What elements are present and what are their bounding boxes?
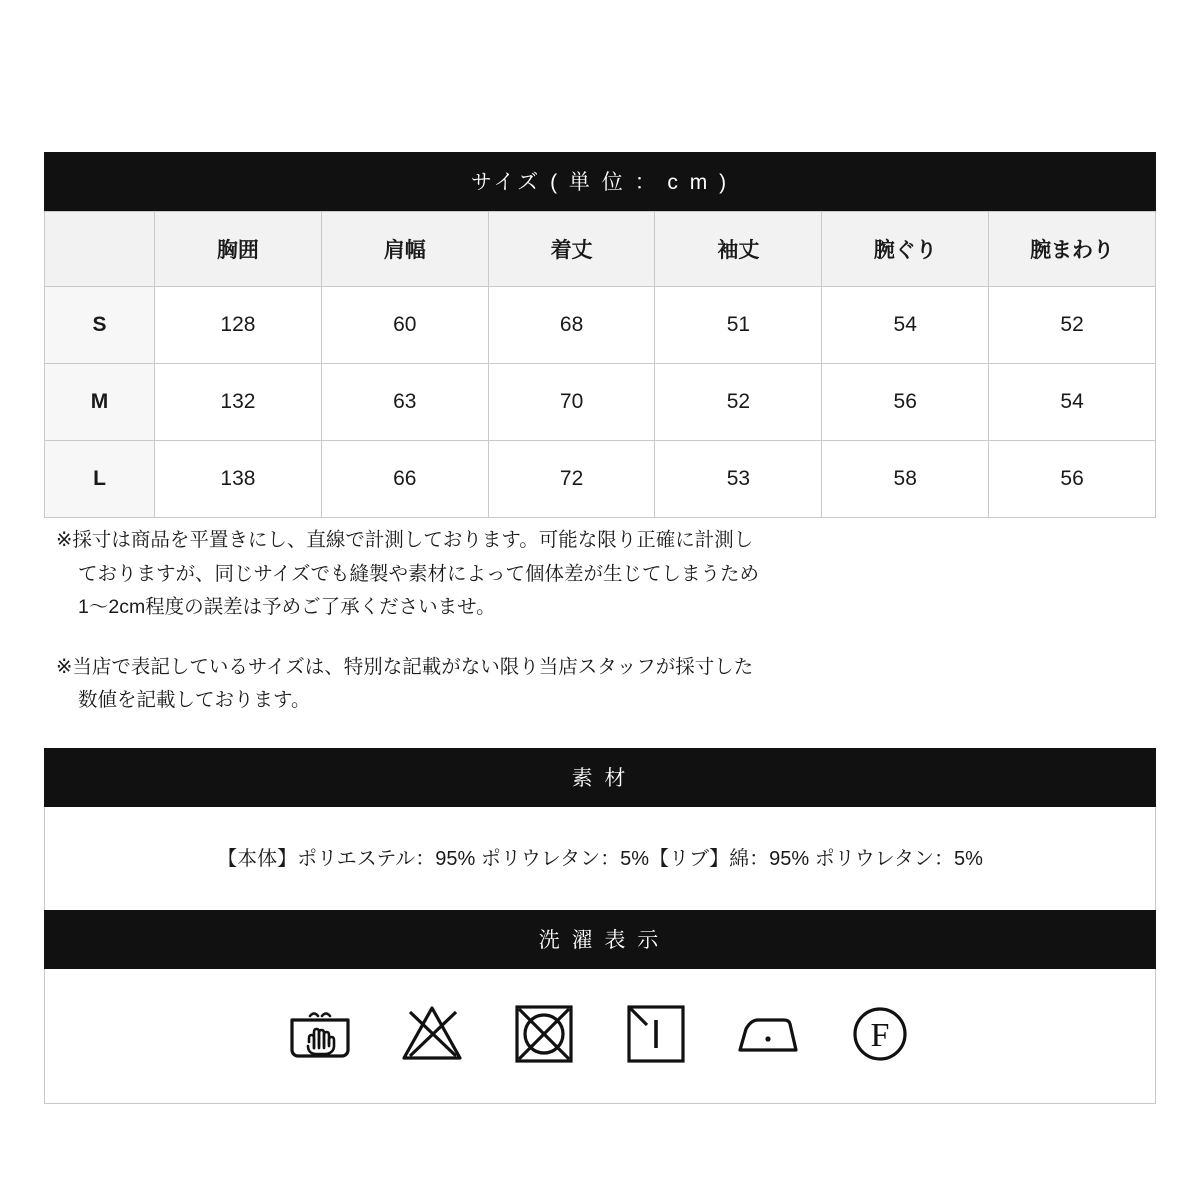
laundry-symbols (45, 995, 1155, 1073)
dry-clean-f-icon (841, 995, 919, 1073)
size-cell: 128 (155, 287, 322, 364)
line-dry-hanging-icon (617, 995, 695, 1073)
size-table-head (45, 212, 1156, 287)
table-row (45, 364, 1156, 441)
hand-wash-icon (281, 995, 359, 1073)
no-bleach-icon (393, 995, 471, 1073)
note-line: ※当店で表記しているサイズは、特別な記載がない限り当店スタッフが採寸した (56, 655, 754, 678)
size-row-label: L (45, 441, 155, 518)
laundry-section-header: 洗 濯 表 示 (44, 910, 1156, 969)
size-cell: 53 (655, 441, 822, 518)
size-table-header-row (45, 212, 1156, 287)
size-cell: 68 (488, 287, 655, 364)
size-cell: 138 (155, 441, 322, 518)
material-text: 【本体】ポリエステル：95% ポリウレタン：5%【リブ】綿：95% ポリウレタン：5% (44, 807, 1156, 914)
size-cell: 56 (822, 364, 989, 441)
svg-text:F: F (870, 1017, 890, 1054)
laundry-section (44, 910, 1156, 1104)
size-cell: 72 (488, 441, 655, 518)
size-table (44, 211, 1156, 518)
material-section-header: 素 材 (44, 748, 1156, 807)
size-cell: 52 (655, 364, 822, 441)
size-table-column-header: 肩幅 (321, 212, 488, 287)
note-line: 数値を記載しております。 (78, 689, 311, 712)
material-section (44, 748, 1156, 914)
size-cell: 58 (822, 441, 989, 518)
measurement-notes (56, 524, 1146, 718)
note-line: ※採寸は商品を平置きにし、直線で計測しております。可能な限り正確に計測し (56, 529, 754, 551)
size-table-corner-cell (45, 212, 155, 287)
size-table-body (45, 287, 1156, 518)
size-cell: 63 (321, 364, 488, 441)
table-row (45, 287, 1156, 364)
note-line: 1〜2cm程度の誤差は予めご了承くださいませ。 (78, 596, 496, 619)
laundry-symbols-container (44, 969, 1156, 1104)
size-cell: 54 (822, 287, 989, 364)
size-cell: 132 (155, 364, 322, 441)
size-table-column-header: 胸囲 (155, 212, 322, 287)
size-cell: 52 (989, 287, 1156, 364)
size-cell: 70 (488, 364, 655, 441)
size-cell: 51 (655, 287, 822, 364)
no-tumble-dry-icon (505, 995, 583, 1073)
iron-low-icon (729, 995, 807, 1073)
size-cell: 66 (321, 441, 488, 518)
note-line: ておりますが、同じサイズでも縫製や素材によって個体差が生じてしまうため (78, 562, 759, 585)
size-cell: 60 (321, 287, 488, 364)
note-store-policy (56, 651, 1146, 718)
size-table-column-header: 腕ぐり (822, 212, 989, 287)
size-cell: 54 (989, 364, 1156, 441)
size-row-label: S (45, 287, 155, 364)
note-measurement (56, 524, 1146, 625)
size-table-column-header: 袖丈 (655, 212, 822, 287)
table-row (45, 441, 1156, 518)
size-section-header: サイズ ( 単 位 ： c m ) (44, 152, 1156, 211)
size-table-column-header: 腕まわり (989, 212, 1156, 287)
size-section (44, 152, 1156, 518)
size-table-column-header: 着丈 (488, 212, 655, 287)
size-row-label: M (45, 364, 155, 441)
size-cell: 56 (989, 441, 1156, 518)
